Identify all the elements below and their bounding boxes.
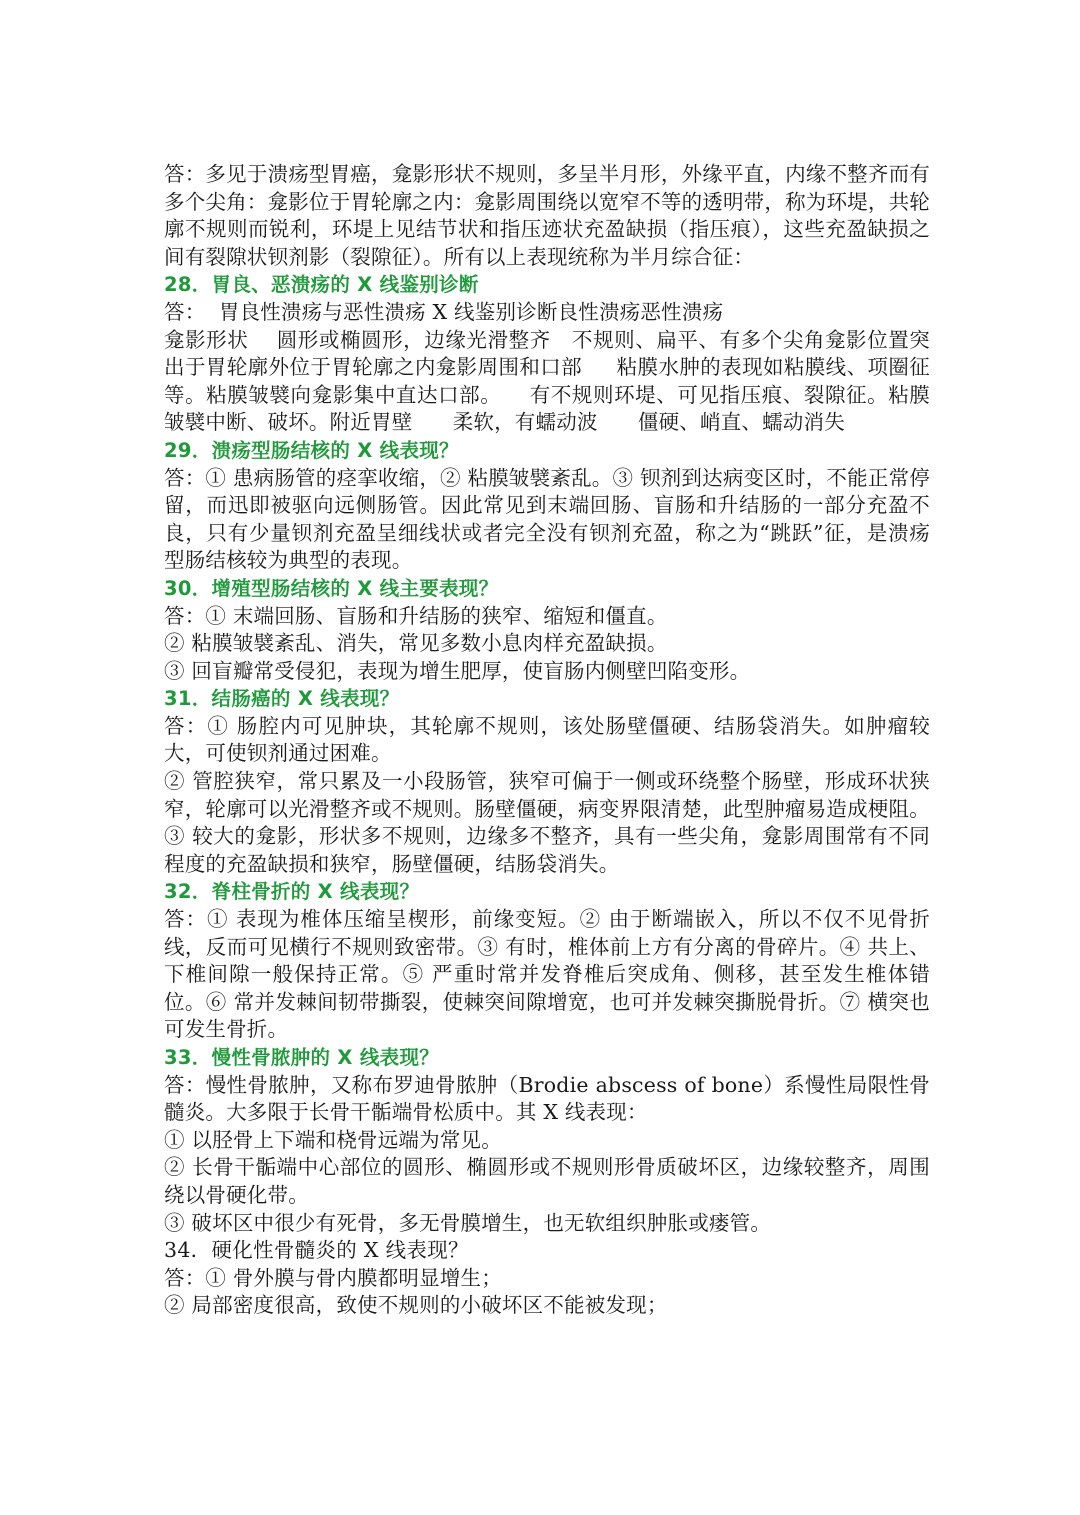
question-31-answer-line: 答：① 肠腔内可见肿块，其轮廓不规则，该处肠壁僵硬、结肠袋消失。如肿瘤较大，可使钡剂通过困难。 [164,713,930,766]
question-33-answer-line: ① 以胫骨上下端和桡骨远端为常见。 [164,1127,502,1152]
question-30-answer-line: ③ 回盲瓣常受侵犯，表现为增生肥厚，使盲肠内侧壁凹陷变形。 [164,658,751,683]
document-body [164,161,930,1320]
question-29-heading: 29．溃疡型肠结核的 X 线表现？ [164,438,459,462]
question-28-heading: 28．胃良、恶溃疡的 X 线鉴别诊断 [164,273,479,297]
question-33-answer-line: ③ 破坏区中很少有死骨，多无骨膜增生，也无软组织肿胀或瘘管。 [164,1210,772,1235]
question-29-answer-line: 答：① 患病肠管的痉挛收缩，② 粘膜皱襞紊乱。③ 钡剂到达病变区时，不能正常停留，而迅即被驱向远侧肠管。因此常见到末端回肠、盲肠和升结肠的一部分充盈不良，只有少量钡剂充盈呈细线状或者完全没有钡剂充盈，称之为“跳跃”征，是溃疡型肠结核较为典型的表现。 [164,465,930,573]
question-34-heading: 34．硬化性骨髓炎的 X 线表现？ [164,1238,469,1263]
question-32-answer-line: 答：① 表现为椎体压缩呈楔形，前缘变短。② 由于断端嵌入，所以不仅不见骨折线，反而可见横行不规则致密带。③ 有时，椎体前上方有分离的骨碎片。④ 共上、下椎间隙一般保持正常。⑤ 严重时常并发脊椎后突成角、侧移，甚至发生椎体错位。⑥ 常并发棘间韧带撕裂，使棘突间隙增宽，也可并发棘突撕脱骨折。⑦ 横突也可发生骨折。 [164,907,930,1042]
question-30-answer-line: 答：① 末端回肠、盲肠和升结肠的狭窄、缩短和僵直。 [164,603,668,628]
question-34-answer-line: ② 局部密度很高，致使不规则的小破坏区不能被发现； [164,1293,668,1318]
question-33-heading: 33．慢性骨脓肿的 X 线表现？ [164,1046,440,1069]
question-31-heading: 31．结肠癌的 X 线表现？ [164,687,400,711]
question-30-answer-line: ② 粘膜皱襞紊乱、消失，常见多数小息肉样充盈缺损。 [164,631,668,656]
question-33-answer-line: ② 长骨干骺端中心部位的圆形、椭圆形或不规则形骨质破坏区，边缘较整齐，周围绕以骨硬化带。 [164,1155,930,1207]
question-32-heading: 32．脊柱骨折的 X 线表现？ [164,880,420,904]
question-31-answer-line: ② 管腔狭窄，常只累及一小段肠管，狭窄可偏于一侧或环绕整个肠壁，形成环状狭窄，轮廓可以光滑整齐或不规则。肠壁僵硬，病变界限清楚，此型肿瘤易造成梗阻。 [164,769,930,821]
question-28-answer-line: 答： 胃良性溃疡与恶性溃疡 X 线鉴别诊断良性溃疡恶性溃疡 [164,299,724,324]
intro-paragraph: 答：多见于溃疡型胃癌，龛影形状不规则，多呈半月形，外缘平直，内缘不整齐而有多个尖角：龛影位于胃轮廓之内：龛影周围绕以宽窄不等的透明带，称为环堤，共轮廓不规则而锐利，环堤上见结节状和指压迹状充盈缺损（指压痕），这些充盈缺损之间有裂隙状钡剂影（裂隙征）。所有以上表现统称为半月综合征： [164,162,930,269]
question-30-heading: 30．增殖型肠结核的 X 线主要表现？ [164,576,499,600]
question-28-answer-line: 龛影形状 圆形或椭圆形，边缘光滑整齐 不规则、扁平、有多个尖角龛影位置突出于胃轮廓外位于胃轮廓之内龛影周围和口部 粘膜水肿的表现如粘膜线、项圈征等。粘膜皱襞向龛影集中直达口部。 有不规则环堤、可见指压痕、裂隙征。粘膜皱襞中断、破坏。附近胃壁 柔软，有蠕动波 僵硬、峭直、蠕动消失 [164,327,930,435]
question-34-answer-line: 答：① 骨外膜与骨内膜都明显增生； [164,1265,502,1290]
question-31-answer-line: ③ 较大的龛影，形状多不规则，边缘多不整齐，具有一些尖角，龛影周围常有不同程度的充盈缺损和狭窄，肠壁僵硬，结肠袋消失。 [164,824,930,876]
question-33-answer-line: 答：慢性骨脓肿，又称布罗迪骨脓肿（Brodie abscess of bone）系慢性局限性骨髓炎。大多限于长骨干骺端骨松质中。其 X 线表现： [164,1072,930,1125]
